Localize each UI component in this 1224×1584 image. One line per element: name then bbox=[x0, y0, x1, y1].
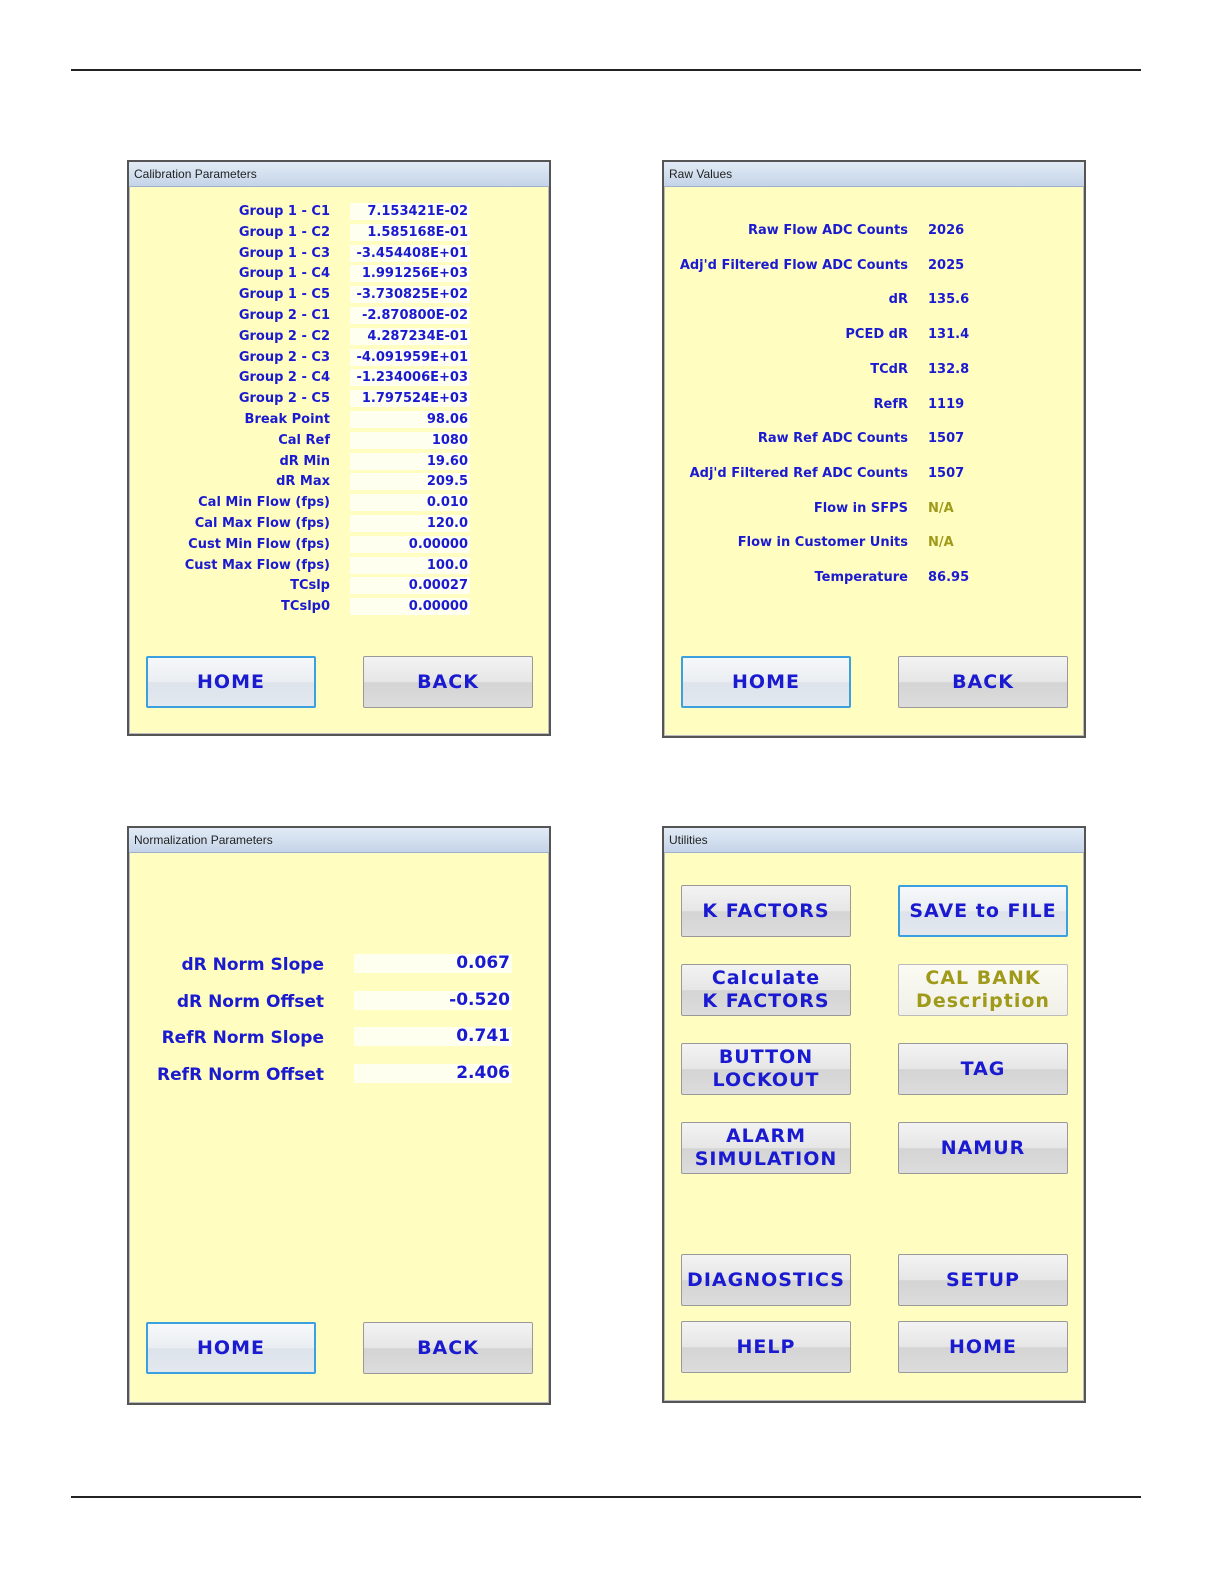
param-label: dR Max bbox=[276, 474, 330, 490]
param-value: 131.4 bbox=[928, 327, 970, 343]
button-lockout-label bbox=[713, 1046, 820, 1092]
param-label: RefR Norm Offset bbox=[157, 1065, 324, 1086]
param-label: Group 1 - C4 bbox=[238, 266, 330, 282]
param-label: dR bbox=[888, 292, 908, 308]
param-value: 0.010 bbox=[350, 494, 470, 511]
label-line-2: K FACTORS bbox=[702, 990, 830, 1012]
param-value: 1080 bbox=[350, 432, 470, 449]
param-value: 0.067 bbox=[354, 954, 512, 973]
param-label: Group 2 - C2 bbox=[238, 328, 330, 344]
param-value: N/A bbox=[928, 535, 954, 551]
back-button[interactable]: BACK bbox=[898, 656, 1068, 708]
param-value: 1.585168E-01 bbox=[350, 224, 470, 241]
param-label: Cal Min Flow (fps) bbox=[198, 495, 330, 511]
window-title: Raw Values bbox=[664, 162, 1084, 187]
param-value: 1.797524E+03 bbox=[350, 390, 470, 407]
tag-button[interactable] bbox=[898, 1043, 1068, 1095]
window-title: Calibration Parameters bbox=[129, 162, 549, 187]
param-label: Group 1 - C3 bbox=[238, 245, 330, 261]
home-button[interactable] bbox=[898, 1321, 1068, 1373]
setup-label: SETUP bbox=[946, 1268, 1020, 1291]
param-value: -3.454408E+01 bbox=[350, 245, 470, 262]
param-value: -2.870800E-02 bbox=[350, 307, 470, 324]
label-line-1: BUTTON bbox=[718, 1046, 814, 1068]
param-label: Group 1 - C5 bbox=[238, 287, 330, 303]
setup-button[interactable] bbox=[898, 1254, 1068, 1306]
window-title: Normalization Parameters bbox=[129, 828, 549, 853]
param-label: Adj'd Filtered Flow ADC Counts bbox=[679, 257, 908, 273]
param-value: 0.00027 bbox=[350, 577, 470, 594]
label-line-2: LOCKOUT bbox=[712, 1069, 820, 1091]
raw-values-panel bbox=[667, 188, 1081, 733]
k-factors-label: K FACTORS bbox=[702, 899, 830, 922]
param-label: Raw Flow ADC Counts bbox=[748, 223, 908, 238]
calibration-panel bbox=[132, 188, 546, 731]
top-rule bbox=[71, 69, 1141, 71]
param-value: 135.6 bbox=[928, 292, 970, 308]
param-label: Temperature bbox=[814, 570, 908, 585]
param-value: 19.60 bbox=[350, 453, 470, 470]
param-value: 2026 bbox=[928, 223, 965, 238]
label-line-1: ALARM bbox=[725, 1125, 807, 1147]
param-label: TCdR bbox=[870, 361, 908, 377]
param-value: 120.0 bbox=[350, 515, 470, 532]
tag-label: TAG bbox=[960, 1057, 1006, 1080]
home-button[interactable]: HOME bbox=[146, 1322, 316, 1374]
param-value: 2.406 bbox=[354, 1064, 512, 1083]
param-label: dR Norm Slope bbox=[181, 955, 324, 975]
param-value: 1507 bbox=[928, 465, 965, 481]
normalization-panel bbox=[132, 854, 546, 1400]
alarm-simulation-button[interactable] bbox=[681, 1122, 851, 1174]
namur-label: NAMUR bbox=[940, 1136, 1026, 1159]
param-label: Flow in Customer Units bbox=[737, 535, 908, 551]
back-button[interactable]: BACK bbox=[363, 1322, 533, 1374]
k-factors-button[interactable] bbox=[681, 885, 851, 937]
help-button[interactable] bbox=[681, 1321, 851, 1373]
alarm-simulation-label bbox=[695, 1125, 838, 1171]
param-value: 0.00000 bbox=[350, 536, 470, 553]
cal-bank-description-button[interactable] bbox=[898, 964, 1068, 1016]
param-value: 2025 bbox=[928, 257, 965, 273]
param-label: RefR Norm Slope bbox=[161, 1028, 324, 1049]
param-value: N/A bbox=[928, 500, 954, 516]
param-label: Adj'd Filtered Ref ADC Counts bbox=[689, 465, 908, 481]
param-label: Group 1 - C2 bbox=[238, 224, 330, 240]
param-value: 209.5 bbox=[350, 473, 470, 490]
param-label: Cust Max Flow (fps) bbox=[184, 557, 330, 573]
param-label: Cal Ref bbox=[278, 432, 330, 448]
param-label: Raw Ref ADC Counts bbox=[757, 431, 908, 447]
param-label: Group 2 - C5 bbox=[238, 391, 330, 407]
param-label: Cal Max Flow (fps) bbox=[194, 516, 330, 531]
param-value: -1.234006E+03 bbox=[350, 369, 470, 386]
cal-bank-description-label bbox=[916, 967, 1050, 1013]
save-to-file-button[interactable] bbox=[898, 885, 1068, 937]
label-line-1: Calculate bbox=[711, 967, 821, 989]
home-button[interactable]: HOME bbox=[146, 656, 316, 708]
home-label: HOME bbox=[949, 1335, 1017, 1358]
param-value: 1.991256E+03 bbox=[350, 265, 470, 282]
window-title: Utilities bbox=[664, 828, 1084, 853]
diagnostics-button[interactable] bbox=[681, 1254, 851, 1306]
param-label: Group 2 - C4 bbox=[238, 370, 330, 386]
calibration-parameters-window bbox=[127, 160, 551, 736]
param-value: -0.520 bbox=[354, 991, 512, 1010]
param-label: Group 2 - C1 bbox=[238, 308, 330, 323]
bottom-rule bbox=[71, 1496, 1141, 1498]
label-line-2: SIMULATION bbox=[694, 1148, 838, 1170]
normalization-parameters-window bbox=[127, 826, 551, 1405]
param-label: Group 1 - C1 bbox=[238, 204, 330, 219]
raw-values-window bbox=[662, 160, 1086, 738]
diagnostics-label: DIAGNOSTICS bbox=[687, 1268, 845, 1291]
param-label: Flow in SFPS bbox=[813, 500, 908, 516]
param-value: 86.95 bbox=[928, 570, 970, 585]
label-line-2: Description bbox=[916, 990, 1050, 1012]
save-to-file-label: SAVE to FILE bbox=[909, 899, 1057, 922]
button-lockout-button[interactable] bbox=[681, 1043, 851, 1095]
param-value: -4.091959E+01 bbox=[350, 349, 470, 366]
param-value: 1119 bbox=[928, 396, 965, 412]
param-value: 7.153421E-02 bbox=[350, 203, 470, 220]
label-line-1: CAL BANK bbox=[925, 967, 1041, 989]
param-value: 98.06 bbox=[350, 411, 470, 428]
param-value: 0.00000 bbox=[350, 598, 470, 615]
param-value: 0.741 bbox=[354, 1027, 512, 1046]
param-value: -3.730825E+02 bbox=[350, 286, 470, 303]
param-label: Break Point bbox=[244, 412, 330, 427]
param-label: Group 2 - C3 bbox=[238, 349, 330, 365]
calculate-k-factors-button[interactable] bbox=[681, 964, 851, 1016]
param-label: RefR bbox=[873, 396, 908, 412]
param-value: 1507 bbox=[928, 431, 965, 447]
param-value: 132.8 bbox=[928, 361, 970, 377]
utilities-window bbox=[662, 826, 1086, 1403]
calculate-k-factors-label bbox=[702, 967, 829, 1013]
help-label: HELP bbox=[736, 1335, 796, 1358]
param-value: 4.287234E-01 bbox=[350, 328, 470, 345]
namur-button[interactable] bbox=[898, 1122, 1068, 1174]
back-button[interactable]: BACK bbox=[363, 656, 533, 708]
param-label: TCslp bbox=[290, 578, 330, 594]
param-label: dR Norm Offset bbox=[176, 991, 324, 1012]
param-label: PCED dR bbox=[845, 327, 908, 343]
param-value: 100.0 bbox=[350, 557, 470, 574]
home-button[interactable]: HOME bbox=[681, 656, 851, 708]
param-label: Cust Min Flow (fps) bbox=[188, 536, 330, 552]
param-label: dR Min bbox=[279, 453, 330, 469]
param-label: TCslp0 bbox=[281, 599, 330, 615]
